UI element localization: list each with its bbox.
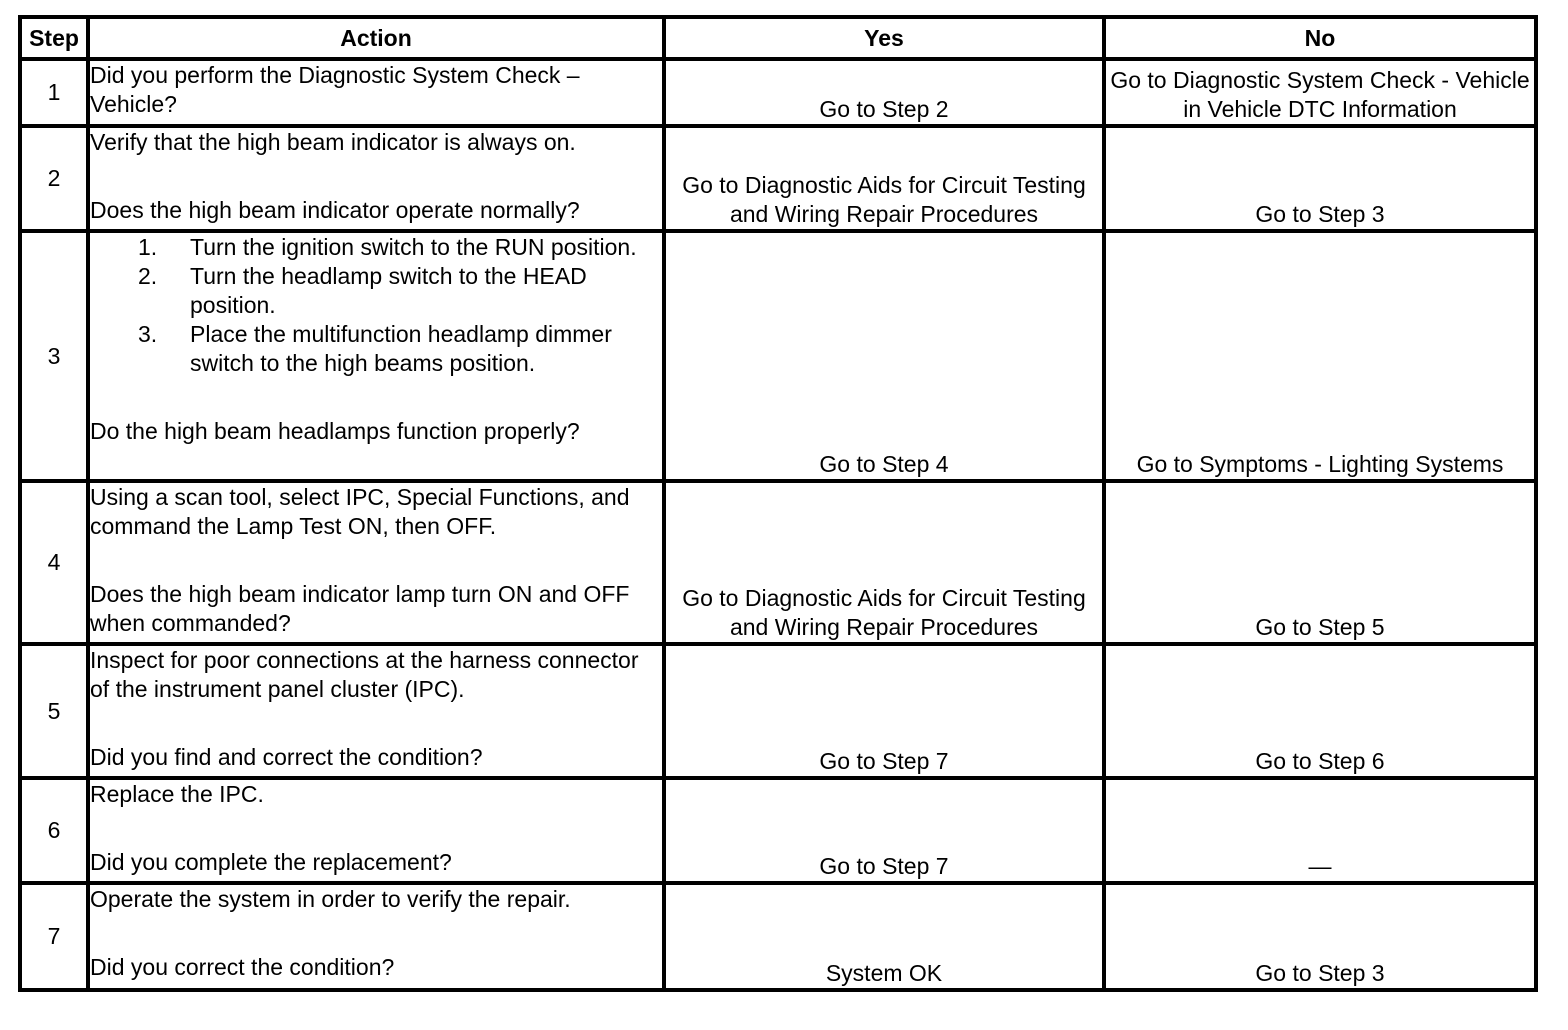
step-number: 2	[20, 126, 88, 231]
yes-cell: System OK	[664, 883, 1104, 990]
step-number: 7	[20, 883, 88, 990]
procedure-item	[90, 262, 662, 320]
procedure-text: Turn the ignition switch to the RUN position.	[190, 234, 637, 260]
no-cell: Go to Step 3	[1104, 883, 1536, 990]
yes-cell: Go to Step 4	[664, 231, 1104, 481]
yes-cell: Go to Step 7	[664, 778, 1104, 883]
diagnostic-table-wrapper	[18, 15, 1538, 992]
action-intro: Inspect for poor connections at the harness connector of the instrument panel cluster (IPC).	[90, 647, 639, 702]
procedure-text: Place the multifunction headlamp dimmer switch to the high beams position.	[190, 321, 612, 376]
yes-cell: Go to Diagnostic Aids for Circuit Testing and Wiring Repair Procedures	[664, 126, 1104, 231]
header-action: Action	[88, 17, 664, 59]
procedure-item	[90, 233, 662, 262]
action-intro: Did you perform the Diagnostic System Check – Vehicle?	[90, 62, 580, 117]
header-yes: Yes	[664, 17, 1104, 59]
step-number: 3	[20, 231, 88, 481]
action-cell	[88, 481, 664, 644]
action-cell	[88, 231, 664, 481]
header-step: Step	[20, 17, 88, 59]
table-row	[20, 231, 1536, 481]
procedure-list	[90, 233, 662, 378]
diagnostic-table	[18, 15, 1538, 992]
yes-cell: Go to Step 7	[664, 644, 1104, 778]
action-question: Do the high beam headlamps function properly?	[90, 418, 580, 444]
action-spacer	[90, 914, 662, 953]
action-question: Did you find and correct the condition?	[90, 744, 483, 770]
action-question: Does the high beam indicator operate normally?	[90, 197, 580, 223]
procedure-number: 2.	[138, 263, 158, 289]
table-row	[20, 59, 1536, 126]
header-no: No	[1104, 17, 1536, 59]
step-number: 5	[20, 644, 88, 778]
no-cell: —	[1104, 778, 1536, 883]
yes-cell: Go to Diagnostic Aids for Circuit Testing and Wiring Repair Procedures	[664, 481, 1104, 644]
action-cell	[88, 644, 664, 778]
no-cell: Go to Symptoms - Lighting Systems	[1104, 231, 1536, 481]
yes-cell: Go to Step 2	[664, 59, 1104, 126]
no-cell: Go to Step 5	[1104, 481, 1536, 644]
step-number: 4	[20, 481, 88, 644]
action-cell	[88, 59, 664, 126]
action-cell	[88, 126, 664, 231]
no-cell: Go to Step 3	[1104, 126, 1536, 231]
procedure-number: 1.	[138, 234, 158, 260]
action-intro: Replace the IPC.	[90, 781, 264, 807]
table-row	[20, 883, 1536, 990]
procedure-item	[90, 320, 662, 378]
action-intro: Using a scan tool, select IPC, Special Functions, and command the Lamp Test ON, then OFF.	[90, 484, 630, 539]
table-row	[20, 481, 1536, 644]
no-cell: Go to Diagnostic System Check - Vehicle in Vehicle DTC Information	[1104, 59, 1536, 126]
procedure-number: 3.	[138, 321, 158, 347]
table-row	[20, 644, 1536, 778]
action-spacer	[90, 704, 662, 743]
action-intro: Operate the system in order to verify the repair.	[90, 886, 571, 912]
step-number: 1	[20, 59, 88, 126]
action-question: Does the high beam indicator lamp turn ON and OFF when commanded?	[90, 581, 630, 636]
step-number: 6	[20, 778, 88, 883]
table-row	[20, 126, 1536, 231]
action-spacer	[90, 378, 662, 417]
header-row	[20, 17, 1536, 59]
action-spacer	[90, 157, 662, 196]
no-cell: Go to Step 6	[1104, 644, 1536, 778]
action-spacer	[90, 809, 662, 848]
table-row	[20, 778, 1536, 883]
action-question: Did you correct the condition?	[90, 954, 395, 980]
action-question: Did you complete the replacement?	[90, 849, 452, 875]
action-cell	[88, 883, 664, 990]
procedure-text: Turn the headlamp switch to the HEAD position.	[190, 263, 587, 318]
action-cell	[88, 778, 664, 883]
action-spacer	[90, 541, 662, 580]
action-intro: Verify that the high beam indicator is always on.	[90, 129, 576, 155]
